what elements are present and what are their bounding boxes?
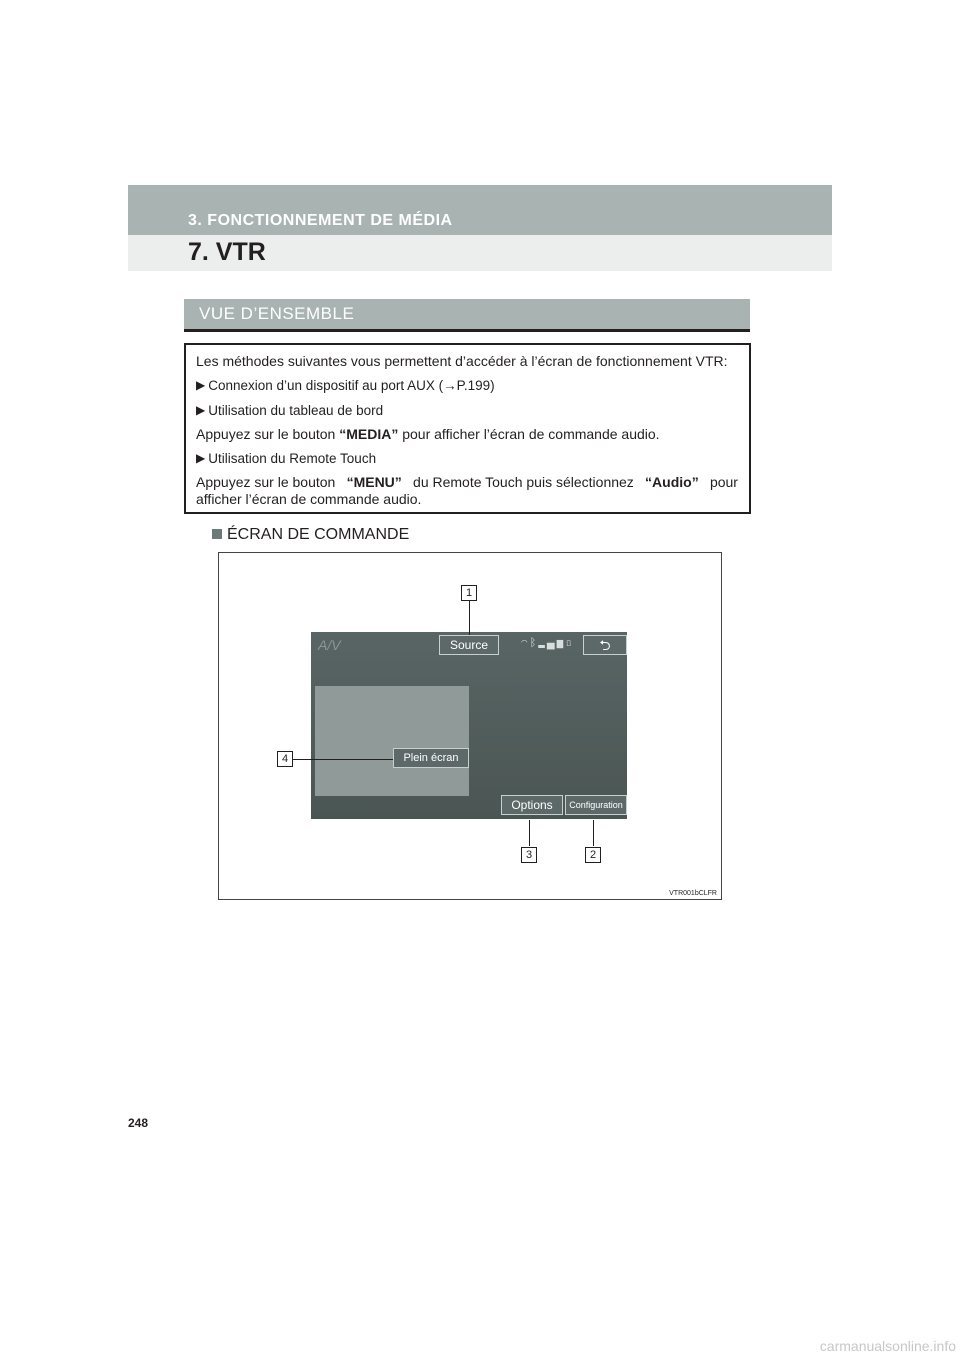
page-title: 7. VTR xyxy=(188,238,266,266)
arrow-right-icon: ▶ xyxy=(196,451,206,465)
signal-icon: ▂▄▆ xyxy=(538,637,566,649)
square-bullet-icon xyxy=(212,529,222,539)
intro-text: Les méthodes suivantes vous permettent d’accéder à l’écran de fonctionnement VTR: xyxy=(196,353,728,369)
control-screen xyxy=(311,632,627,819)
bluetooth-icon: ᛒ xyxy=(529,637,539,649)
wifi-icon: ◠ xyxy=(521,637,530,649)
list-item: ▶ Connexion d’un dispositif au port AUX (→P.199) xyxy=(196,378,495,393)
callout-3: 3 xyxy=(521,847,537,863)
callout-1: 1 xyxy=(461,585,477,601)
video-area xyxy=(315,686,469,796)
info-box xyxy=(184,343,751,514)
back-button[interactable] xyxy=(583,635,627,655)
status-icons xyxy=(521,637,574,649)
list-item: ▶ Utilisation du tableau de bord xyxy=(196,403,384,418)
callout-4: 4 xyxy=(277,751,293,767)
item3-instruction: Appuyez sur le bouton “MENU” du Remote Touch puis sélectionnez “Audio” pour xyxy=(196,474,738,490)
leader-line xyxy=(529,820,530,846)
leader-line xyxy=(293,759,393,760)
screen-title: A/V xyxy=(318,637,341,653)
overview-bar xyxy=(184,299,750,332)
section-heading: ÉCRAN DE COMMANDE xyxy=(212,526,409,544)
overview-label: VUE D’ENSEMBLE xyxy=(199,304,355,323)
fullscreen-button[interactable]: Plein écran xyxy=(393,748,469,768)
figure-code: VTR001bCLFR xyxy=(669,890,717,897)
options-button[interactable]: Options xyxy=(501,795,563,815)
configuration-button[interactable]: Configuration xyxy=(565,795,627,815)
page-number: 248 xyxy=(128,1116,149,1130)
arrow-right-icon: ▶ xyxy=(196,403,206,417)
source-button[interactable]: Source xyxy=(439,635,499,655)
list-item: ▶ Utilisation du Remote Touch xyxy=(196,451,377,466)
section-title: 3. FONCTIONNEMENT DE MÉDIA xyxy=(188,212,453,229)
battery-icon: ▯ xyxy=(565,637,574,649)
item3-instruction-cont: afficher l’écran de commande audio. xyxy=(196,491,422,507)
leader-line xyxy=(593,820,594,846)
back-arrow-icon: ⮌ xyxy=(599,637,611,653)
callout-2: 2 xyxy=(585,847,601,863)
leader-line xyxy=(469,601,470,635)
item2-instruction: Appuyez sur le bouton “MEDIA” pour afficher l’écran de commande audio. xyxy=(196,426,660,442)
figure-frame xyxy=(218,552,722,900)
watermark: carmanualsonline.info xyxy=(819,1338,956,1354)
arrow-right-icon: ▶ xyxy=(196,378,206,392)
